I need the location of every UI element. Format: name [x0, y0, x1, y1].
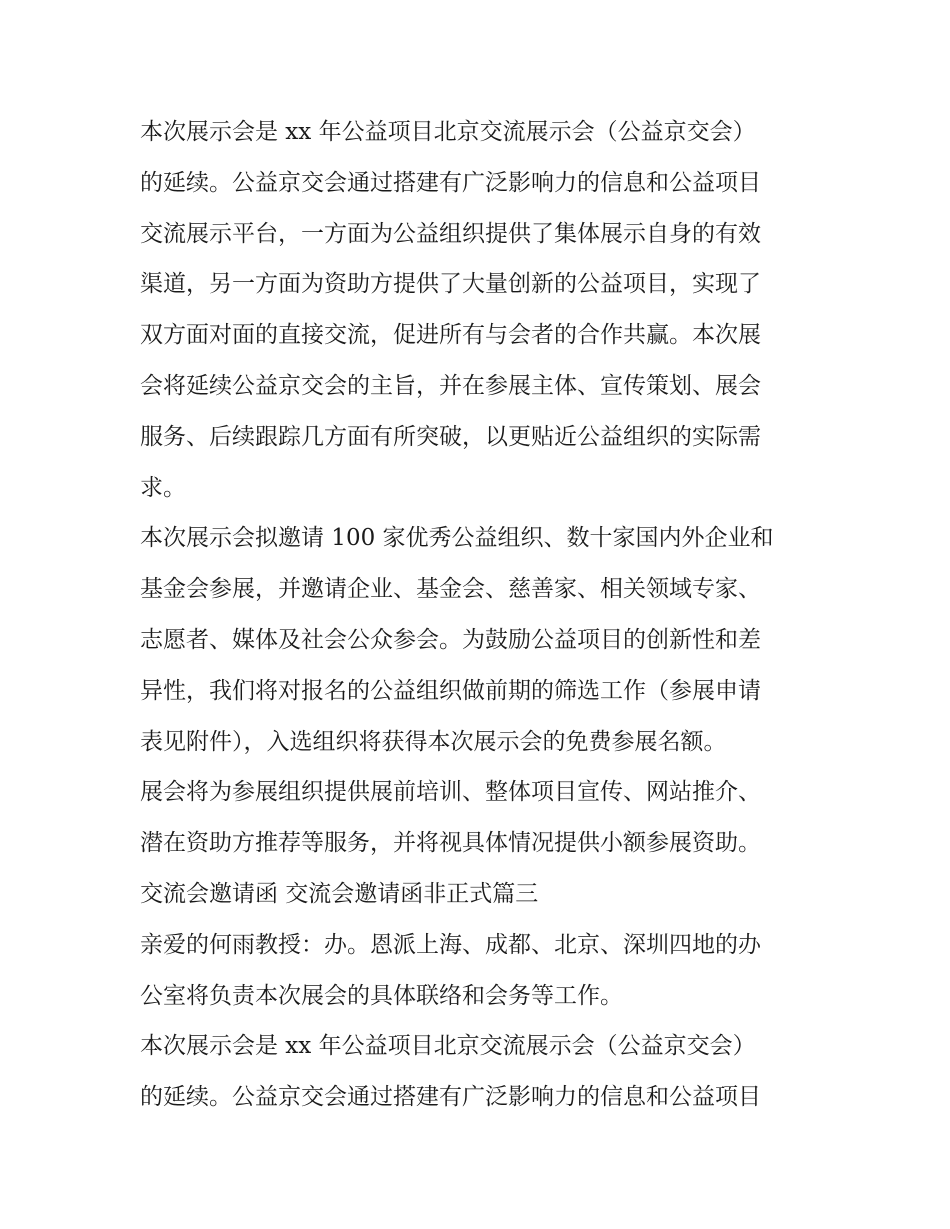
- text-line: 的延续。公益京交会通过搭建有广泛影响力的信息和公益项目: [140, 169, 761, 196]
- text-line: 展会将为参展组织提供展前培训、整体项目宣传、网站推介、: [140, 779, 761, 806]
- text-line: 表见附件），入选组织将获得本次展示会的免费参展名额。: [140, 728, 727, 755]
- text-line: 的延续。公益京交会通过搭建有广泛影响力的信息和公益项目: [140, 1084, 761, 1111]
- text-line: 服务、后续跟踪几方面有所突破，以更贴近公益组织的实际需: [140, 423, 761, 450]
- text-line: 本次展示会是 xx 年公益项目北京交流展示会（公益京交会）: [140, 1033, 756, 1060]
- section-heading: 交流会邀请函 交流会邀请函非正式篇三: [140, 880, 539, 907]
- text-line: 双方面对面的直接交流，促进所有与会者的合作共赢。本次展: [140, 322, 761, 349]
- text-line: 本次展示会拟邀请 100 家优秀公益组织、数十家国内外企业和: [140, 525, 774, 552]
- text-line: 渠道，另一方面为资助方提供了大量创新的公益项目，实现了: [140, 271, 761, 298]
- text-line: 会将延续公益京交会的主旨，并在参展主体、宣传策划、展会: [140, 372, 761, 399]
- text-line: 亲爱的何雨教授：办。恩派上海、成都、北京、深圳四地的办: [140, 931, 761, 958]
- text-line: 求。: [140, 474, 186, 501]
- body-text: [140, 107, 820, 1123]
- text-line: 志愿者、媒体及社会公众参会。为鼓励公益项目的创新性和差: [140, 626, 761, 653]
- text-line: 异性，我们将对报名的公益组织做前期的筛选工作（参展申请: [140, 677, 761, 704]
- text-line: 交流展示平台，一方面为公益组织提供了集体展示自身的有效: [140, 220, 761, 247]
- text-line: 基金会参展，并邀请企业、基金会、慈善家、相关领域专家、: [140, 576, 761, 603]
- text-line: 公室将负责本次展会的具体联络和会务等工作。: [140, 982, 623, 1009]
- text-line: 潜在资助方推荐等服务，并将视具体情况提供小额参展资助。: [140, 830, 761, 857]
- text-line: 本次展示会是 xx 年公益项目北京交流展示会（公益京交会）: [140, 119, 756, 145]
